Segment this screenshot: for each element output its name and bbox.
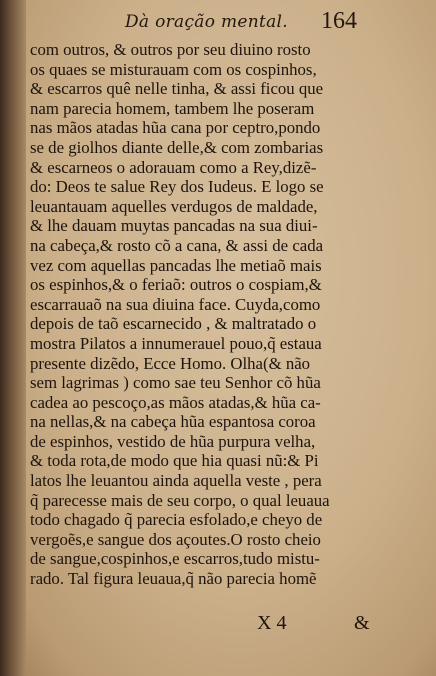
text-line: latos lhe leuantou ainda aquella veste , pera [30, 471, 322, 491]
text-line: vergoẽs,e sangue dos açoutes.O rosto cheio [30, 529, 321, 549]
text-line: na nellas,& na cabeça hũa espantosa coroa [30, 412, 316, 432]
text-line: leuantauam aquelles verdugos de maldade, [30, 196, 318, 216]
text-line: escarrauaõ na sua diuina face. Cuyda,como [30, 294, 321, 314]
text-line: do: Deos te salue Rey dos Iudeus. E logo se [30, 177, 324, 197]
text-line: os quaes se misturauam com os cospinhos, [30, 59, 317, 79]
text-line: rado. Tal figura leuaua,q̃ não parecia homẽ [30, 569, 317, 589]
text-line: & toda rota,de modo que hia quasi nũ:& Pi [30, 451, 319, 471]
text-line: & lhe dauam muytas pancadas na sua diui- [30, 216, 318, 236]
text-line: cadea ao pescoço,as mãos atadas,& hũa ca- [30, 392, 321, 412]
text-line: & escarros quê nelle tinha, & assi ficou que [30, 79, 324, 99]
text-line: os espinhos,& o feriaõ: outros o cospiam,& [30, 275, 322, 295]
text-line: sem lagrimas ) como sae teu Senhor cõ hũa [30, 373, 321, 393]
text-line: nam parecia homem, tambem lhe poseram [30, 98, 315, 118]
text-line: vez com aquellas pancadas lhe metiaõ mais [30, 255, 322, 275]
text-line: com outros, & outros por seu diuino rosto [30, 40, 311, 59]
running-title: Dà oração mental. [125, 12, 288, 32]
page-header [0, 8, 436, 38]
text-line: depois de taõ escarnecido , & maltratado o [30, 314, 317, 334]
page-number: 164 [321, 8, 357, 34]
text-line: nas mãos atadas hũa cana por ceptro,pondo [30, 118, 321, 138]
text-line: na cabeça,& rosto cõ a cana, & assi de cada [30, 235, 324, 255]
text-line: presente dizẽdo, Ecce Homo. Olha(& não [30, 353, 311, 373]
page-footer [0, 612, 436, 642]
text-line: de espinhos, vestido de hũa purpura velha, [30, 431, 316, 451]
catchword: & [354, 612, 370, 634]
text-line: mostra Pilatos a innumerauel pouo,q̃ estaua [30, 333, 322, 353]
signature-mark: X 4 [257, 612, 287, 634]
text-line: & escarneos o adorauam como a Rey,dizẽ- [30, 157, 317, 177]
text-line: todo chagado q̃ parecia esfolado,e cheyo de [30, 510, 323, 530]
text-line: de sangue,cospinhos,e escarros,tudo mistu- [30, 549, 320, 569]
page-gutter [0, 0, 26, 676]
text-line: se de giolhos diante delle,& com zombarias [30, 137, 324, 157]
text-line: q̃ parecesse mais de seu corpo, o qual leuaua [30, 490, 330, 510]
body-text [30, 40, 430, 589]
